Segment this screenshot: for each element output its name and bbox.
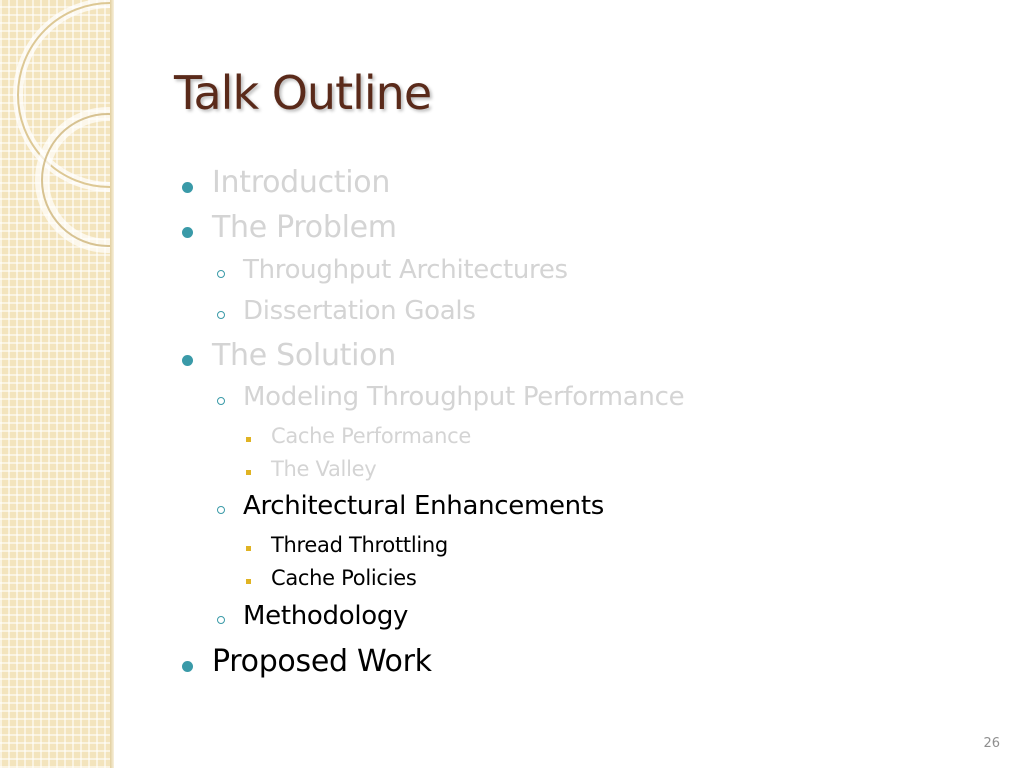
outline-item-level-3 [271,566,416,590]
outline-item-text: Thread Throttling [271,533,448,557]
outline-item-text: Cache Policies [271,566,417,590]
outline-item-level-3 [271,457,376,481]
square-bullet-icon [246,579,251,584]
slide-title: Talk Outline [174,66,432,120]
outline-item-text: The Valley [271,457,377,481]
outline-item-level-3 [271,533,448,557]
filled-circle-bullet-icon [182,227,193,238]
filled-circle-bullet-icon [182,355,193,366]
outline-item-level-1 [212,210,397,245]
outline-item-level-1 [212,644,432,679]
outline-item-text: Introduction [212,165,391,200]
outline-item-text: The Solution [212,338,396,373]
outline-item-level-3 [271,424,471,448]
outline-item-level-2 [243,255,568,285]
outline-item-level-2 [243,296,476,326]
slide-number: 26 [983,736,1000,751]
outline-item-level-1 [212,165,390,200]
ring-bullet-icon [217,616,225,624]
outline-item-text: Cache Performance [271,424,471,448]
ring-bullet-icon [217,311,225,319]
outline-item-level-2 [243,491,604,521]
filled-circle-bullet-icon [182,182,193,193]
outline-item-text: The Problem [212,210,397,245]
square-bullet-icon [246,470,251,475]
outline-item-text: Throughput Architectures [243,255,568,285]
outline-item-text: Modeling Throughput Performance [243,382,685,412]
outline-item-text: Methodology [243,601,409,631]
outline-item-text: Dissertation Goals [243,296,476,326]
outline-item-level-1 [212,338,396,373]
square-bullet-icon [246,546,251,551]
outline-item-level-2 [243,601,408,631]
outline-item-level-2 [243,382,684,412]
outline-item-text: Proposed Work [212,644,432,679]
ring-bullet-icon [217,270,225,278]
filled-circle-bullet-icon [182,661,193,672]
ring-bullet-icon [217,506,225,514]
ring-bullet-icon [217,397,225,405]
outline-item-text: Architectural Enhancements [243,491,604,521]
square-bullet-icon [246,437,251,442]
